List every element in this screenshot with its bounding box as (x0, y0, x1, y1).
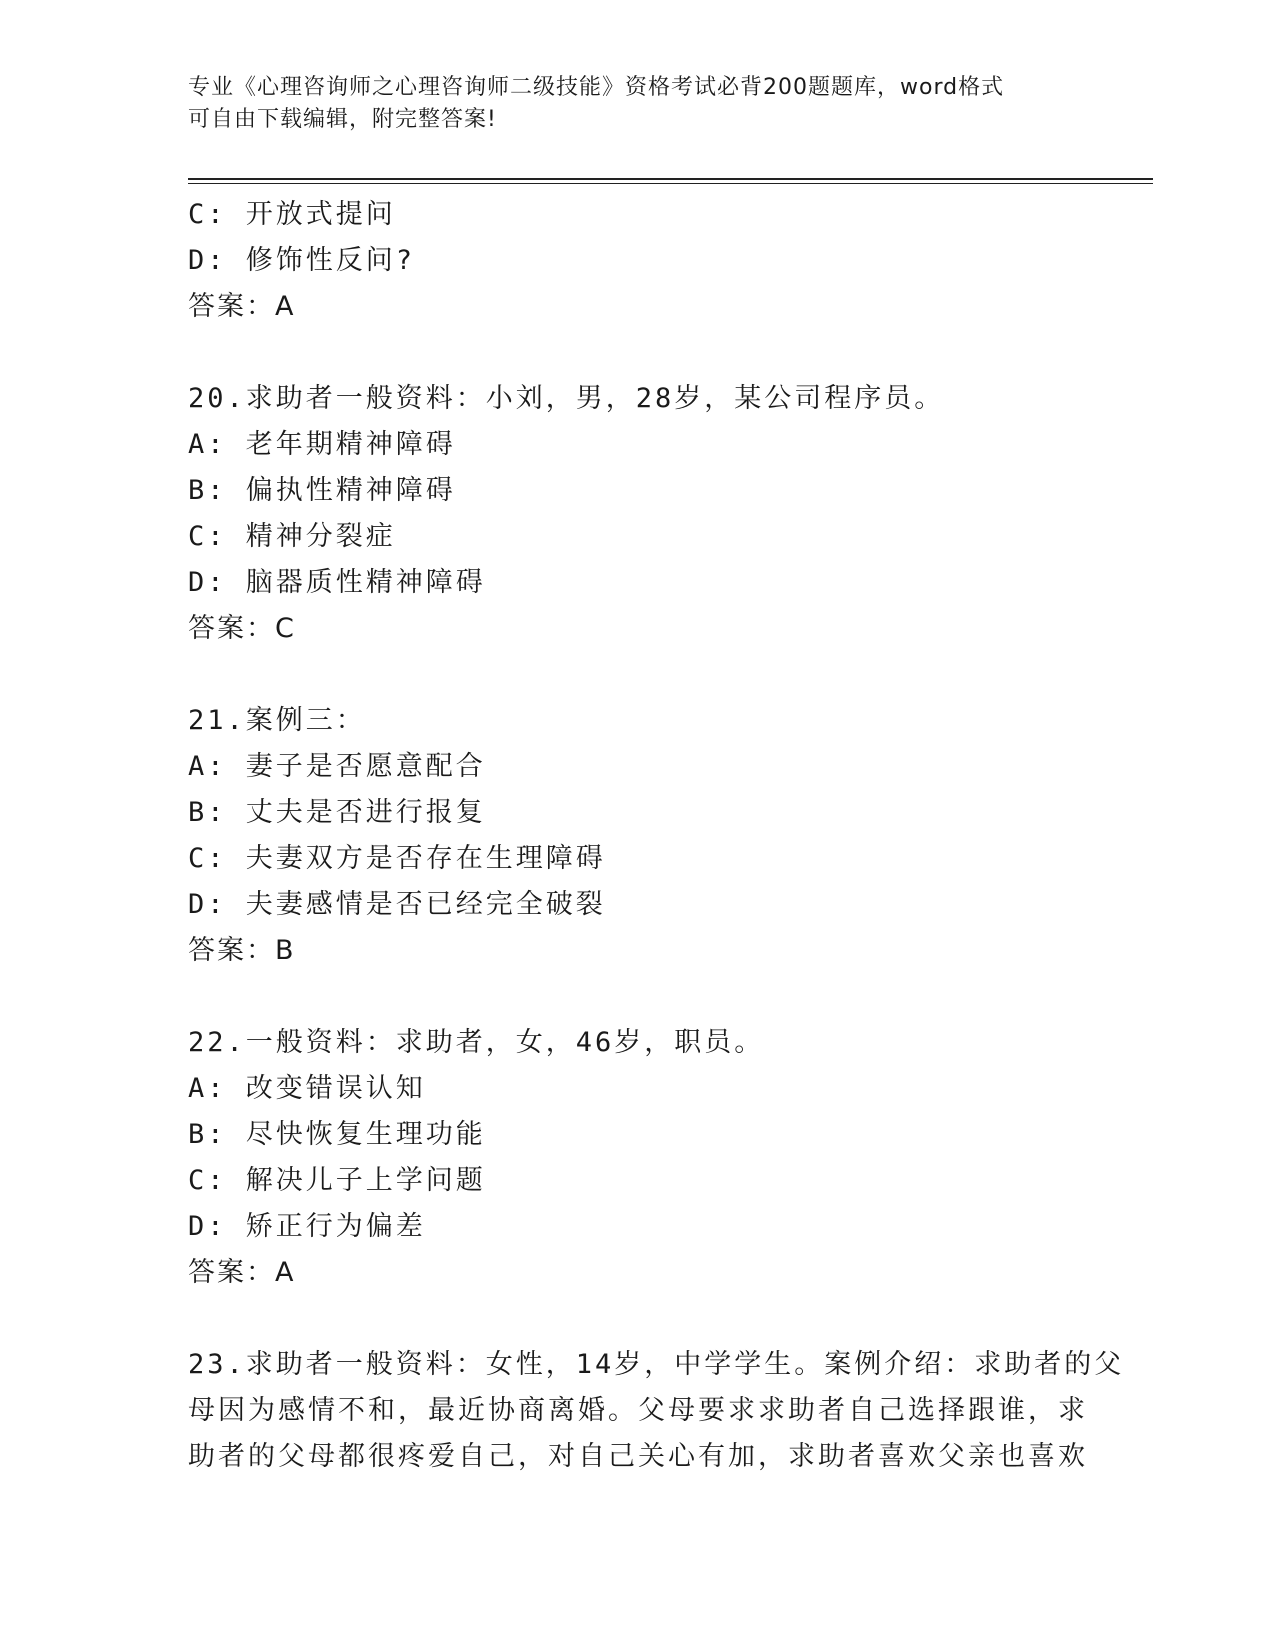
question-19-block (188, 192, 1088, 330)
q21-answer: 答案：B (188, 935, 296, 966)
q23-line-1: 23.求助者一般资料：女性，14岁，中学学生。案例介绍：求助者的父 (188, 1349, 1125, 1380)
q21-option-b: B: 丈夫是否进行报复 (188, 797, 486, 828)
q22-option-d: D: 矫正行为偏差 (188, 1211, 426, 1242)
spacer (188, 1296, 1088, 1342)
spacer (188, 974, 1088, 1020)
q22-option-c: C: 解决儿子上学问题 (188, 1165, 486, 1196)
q19-option-d: D: 修饰性反问? (188, 245, 416, 276)
q21-option-c: C: 夫妻双方是否存在生理障碍 (188, 843, 606, 874)
spacer (188, 330, 1088, 376)
q21-option-d: D: 夫妻感情是否已经完全破裂 (188, 889, 606, 920)
q20-option-a: A: 老年期精神障碍 (188, 429, 456, 460)
document-body (188, 192, 1125, 1480)
q20-question: 20.求助者一般资料：小刘，男，28岁，某公司程序员。 (188, 383, 945, 414)
question-23-block (188, 1342, 1125, 1480)
q19-option-c: C: 开放式提问 (188, 199, 396, 230)
q22-answer: 答案：A (188, 1257, 296, 1288)
q20-option-c: C: 精神分裂症 (188, 521, 396, 552)
header-divider-thin (188, 183, 1153, 184)
header-line-2: 可自由下载编辑，附完整答案! (188, 107, 497, 132)
header-line-1: 专业《心理咨询师之心理咨询师二级技能》资格考试必背200题题库，word格式 (188, 75, 1005, 100)
q19-answer: 答案：A (188, 291, 296, 322)
q23-line-2: 母因为感情不和，最近协商离婚。父母要求求助者自己选择跟谁，求 (188, 1395, 1088, 1426)
header-divider-thick (188, 178, 1153, 180)
q22-option-a: A: 改变错误认知 (188, 1073, 426, 1104)
q21-question: 21.案例三： (188, 705, 366, 736)
q21-option-a: A: 妻子是否愿意配合 (188, 751, 486, 782)
q22-option-b: B: 尽快恢复生理功能 (188, 1119, 486, 1150)
page-header (188, 72, 1088, 136)
question-22-block (188, 1020, 1088, 1296)
question-20-block (188, 376, 1088, 652)
question-21-block (188, 698, 1088, 974)
q22-question: 22.一般资料：求助者，女，46岁，职员。 (188, 1027, 765, 1058)
q20-option-d: D: 脑器质性精神障碍 (188, 567, 486, 598)
q23-line-3: 助者的父母都很疼爱自己，对自己关心有加，求助者喜欢父亲也喜欢 (188, 1441, 1088, 1472)
q20-option-b: B: 偏执性精神障碍 (188, 475, 456, 506)
spacer (188, 652, 1088, 698)
q20-answer: 答案：C (188, 613, 296, 644)
